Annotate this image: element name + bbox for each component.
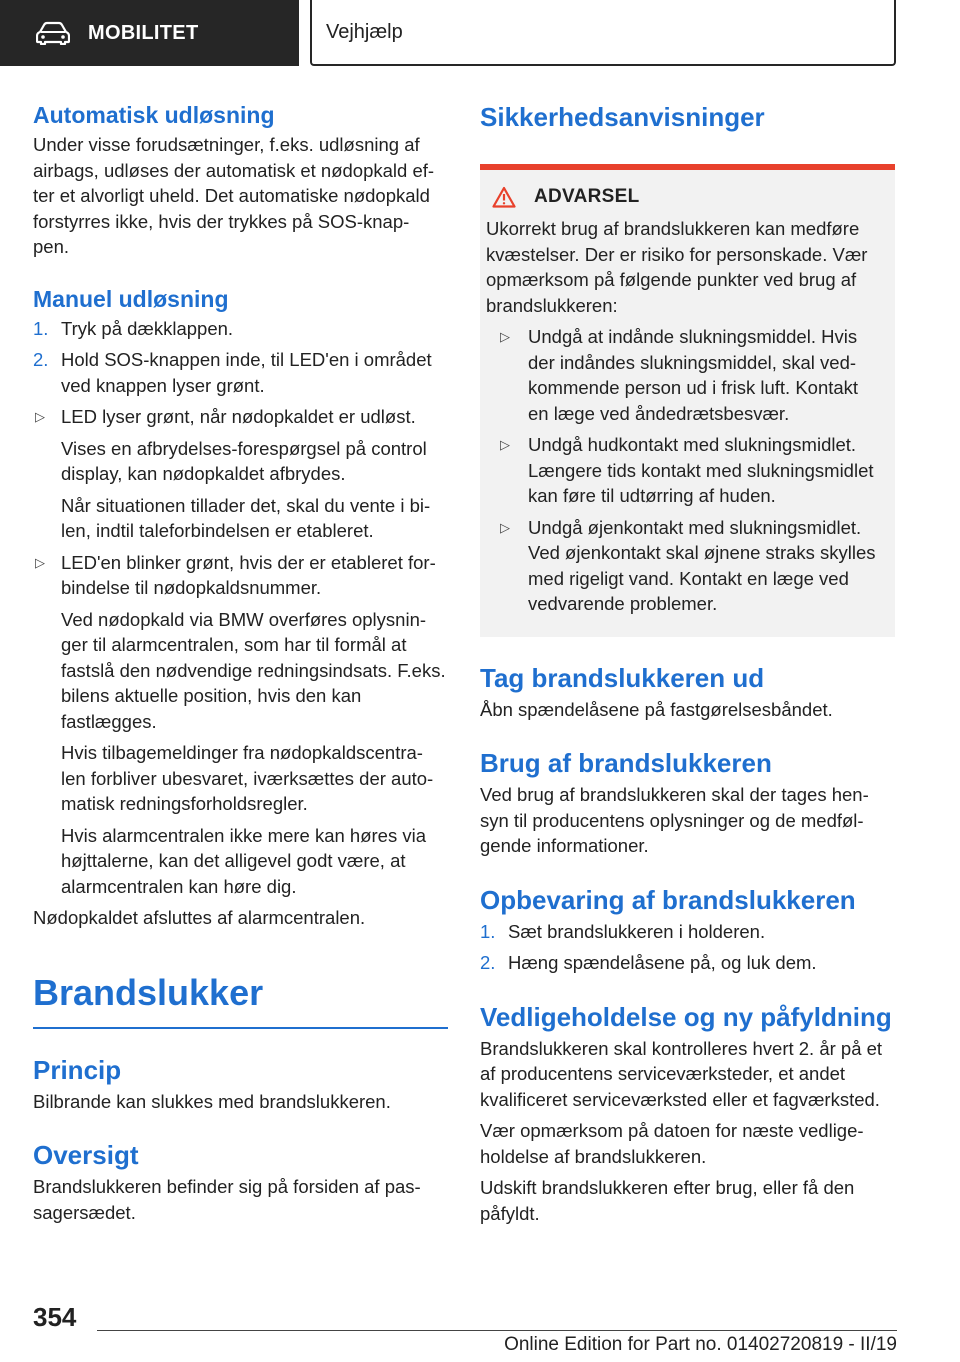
warning-box	[480, 164, 895, 637]
auto-heading: Automatisk udløsning	[33, 102, 275, 128]
warning-triangle-icon	[492, 186, 516, 208]
principle-text: Bilbrande kan slukkes med brandslukkeren.	[33, 1090, 391, 1112]
step-number: 1.	[480, 920, 496, 942]
list-item	[33, 316, 448, 342]
warning-item-text: Undgå at indånde slukningsmiddel. Hvis der indåndes slukningsmiddel, skal ved- kommende person ud i frisk luft. Kontakt en læge ved åndedrætsbesvær.	[528, 326, 859, 424]
chapter-title: Vejhjælp	[326, 20, 403, 43]
list-item	[33, 347, 448, 398]
page-header	[0, 0, 960, 66]
bullet-text: LED'en blinker grønt, hvis der er etableret for- bindelse til nødopkaldsnummer.	[61, 551, 436, 598]
step-text: Tryk på dækklappen.	[61, 317, 234, 339]
triangle-bullet-icon: ▷	[35, 554, 45, 570]
warning-header	[486, 186, 883, 208]
maintenance-text: Brandslukkeren skal kontrolleres hvert 2. år på et af producentens serviceværksteder, et andet kvalificeret serviceværksted eller et fagværksted.	[480, 1037, 883, 1110]
list-item	[498, 515, 883, 617]
step-number: 2.	[33, 349, 49, 370]
step-text: Sæt brandslukkeren i holderen.	[508, 920, 766, 942]
principle-heading: Princip	[33, 1054, 122, 1085]
list-item	[480, 919, 895, 945]
car-icon	[36, 21, 70, 45]
manual-heading: Manuel udløsning	[33, 285, 229, 312]
triangle-bullet-icon: ▷	[500, 519, 510, 535]
overview-text: Brandslukkeren befinder sig på forsiden af pas- sagersædet.	[33, 1176, 421, 1223]
list-item	[498, 324, 883, 426]
use-heading: Brug af brandslukkeren	[480, 748, 772, 778]
brandslukker-heading: Brandslukker	[33, 971, 448, 1029]
warning-list	[486, 324, 883, 617]
step-number: 1.	[33, 317, 49, 339]
step-number: 2.	[480, 952, 496, 973]
maintenance-text: Vær opmærksom på datoen for næste vedlige- holdelse af brandslukkeren.	[480, 1120, 864, 1167]
bullet-subtext: Når situationen tillader det, skal du vente i bi- len, indtil taleforbindelsen er etableret.	[61, 494, 431, 541]
bullet-text: LED lyser grønt, når nødopkaldet er udløst.	[61, 406, 416, 427]
maintenance-text: Udskift brandslukkeren efter brug, eller få den påfyldt.	[480, 1177, 855, 1224]
page-number: 354	[33, 1302, 77, 1332]
end-text: Nødopkaldet afsluttes af alarmcentralen.	[33, 907, 366, 928]
list-item	[33, 550, 448, 900]
left-column	[33, 100, 448, 1231]
overview-heading: Oversigt	[33, 1140, 139, 1170]
storage-heading: Opbevaring af brandslukkeren	[480, 884, 856, 915]
use-text: Ved brug af brandslukkeren skal der tages hen- syn til producentens oplysninger og de medføl- gende informationer.	[480, 784, 869, 856]
list-item	[498, 432, 883, 509]
edition-text: Online Edition for Part no. 01402720819 - II/19	[504, 1334, 897, 1355]
triangle-bullet-icon: ▷	[500, 437, 510, 452]
step-text: Hold SOS-knappen inde, til LED'en i området ved knappen lyser grønt.	[61, 349, 432, 396]
bullet-subtext: Vises en afbrydelses-forespørgsel på control display, kan nødopkaldet afbrydes.	[61, 437, 427, 484]
warning-text: Ukorrekt brug af brandslukkeren kan medføre kvæstelser. Der er risiko for personskade. Vær opmærksom på følgende punkter ved brug af brandslukkeren:	[486, 218, 868, 316]
remove-heading: Tag brandslukkeren ud	[480, 662, 765, 693]
list-item	[480, 950, 895, 976]
footer-divider	[97, 1330, 897, 1331]
chapter-tab	[310, 0, 896, 66]
section-label: MOBILITET	[88, 21, 199, 44]
section-tab	[0, 0, 299, 66]
safety-heading: Sikkerhedsanvisninger	[480, 102, 765, 132]
step-text: Hæng spændelåsene på, og luk dem.	[508, 952, 817, 973]
maintenance-heading: Vedligeholdelse og ny påfyldning	[480, 1001, 892, 1032]
bullet-subtext: Hvis alarmcentralen ikke mere kan høres via højttalerne, kan det alligevel godt være, at alarmcentralen kan høre dig.	[61, 824, 426, 897]
warning-item-text: Undgå hudkontakt med slukningsmidlet. Længere tids kontakt med slukningsmidlet kan føre til udtørring af huden.	[528, 434, 874, 506]
list-item	[33, 404, 448, 544]
bullet-subtext: Ved nødopkald via BMW overføres oplysnin- ger til alarmcentralen, som har til formål at fastslå den nødvendige redningsindsats. F.eks. bilens aktuelle position, hvis den kan fastlægges.	[61, 608, 446, 732]
bullet-subtext: Hvis tilbagemeldinger fra nødopkaldscentra- len forbliver ubesvaret, iværksættes der auto- matisk redningsforholdsregler.	[61, 742, 434, 814]
triangle-bullet-icon: ▷	[35, 409, 45, 424]
triangle-bullet-icon: ▷	[500, 329, 510, 344]
warning-item-text: Undgå øjenkontakt med slukningsmidlet. Ved øjenkontakt skal øjnene straks skylles med rigeligt vand. Kontakt en læge ved vedvarende problemer.	[528, 516, 876, 614]
remove-text: Åbn spændelåsene på fastgørelsesbåndet.	[480, 698, 833, 720]
right-column	[480, 100, 895, 1232]
auto-text: Under visse forudsætninger, f.eks. udløsning af airbags, udløses der automatisk et nødopkald ef- ter et alvorligt uheld. Det automatiske nødopkald forstyrres ikke, hvis der trykkes på SOS-knap- pen.	[33, 134, 435, 257]
warning-title: ADVARSEL	[534, 186, 640, 207]
